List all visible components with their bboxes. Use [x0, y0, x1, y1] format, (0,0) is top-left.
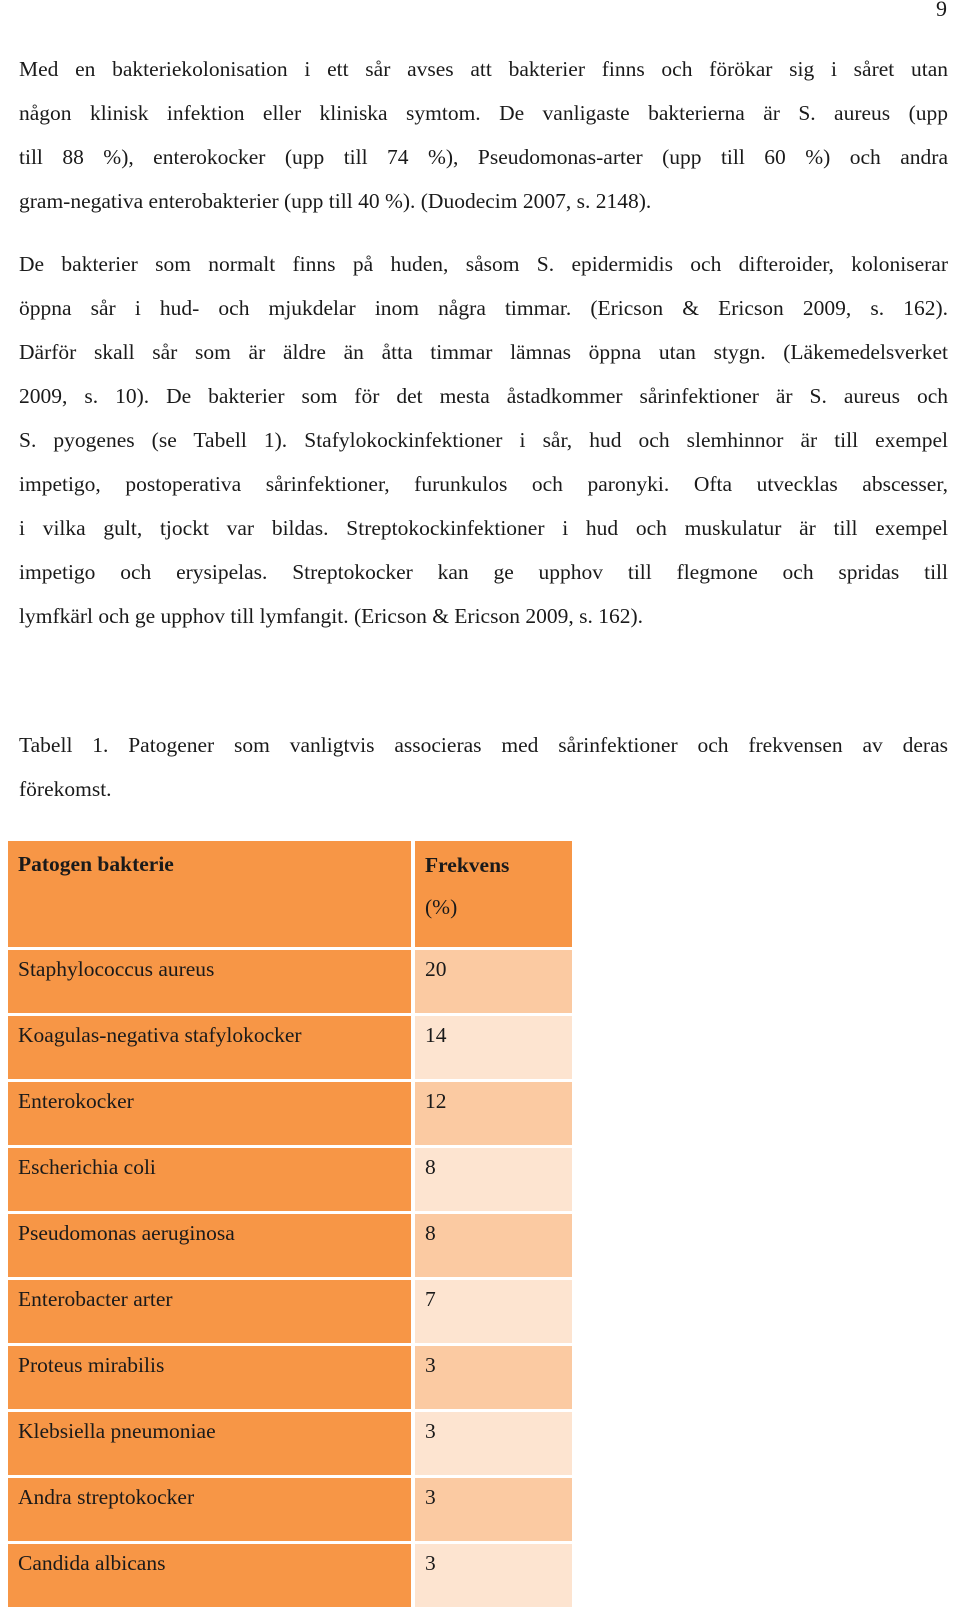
table-row — [8, 1016, 572, 1079]
table-row — [8, 1148, 572, 1211]
text-line: S. pyogenes (se Tabell 1). Stafylokockinfektioner i sår, hud och slemhinnor är till exempel — [19, 428, 948, 452]
header-pathogen: Patogen bakterie — [8, 841, 415, 947]
pathogen-name: Escherichia coli — [8, 1148, 415, 1211]
table-row — [8, 1412, 572, 1475]
pathogen-name: Candida albicans — [8, 1544, 415, 1607]
text-line: 2009, s. 10). De bakterier som för det mesta åstadkommer sårinfektioner är S. aureus och — [19, 384, 948, 408]
pathogen-name: Staphylococcus aureus — [8, 950, 415, 1013]
text-line: De bakterier som normalt finns på huden, såsom S. epidermidis och difteroider, koloniserar — [19, 252, 948, 276]
pathogen-frequency: 3 — [415, 1478, 572, 1541]
header-frequency — [415, 841, 572, 947]
text-line: Med en bakteriekolonisation i ett sår avses att bakterier finns och förökar sig i såret utan — [19, 57, 948, 81]
pathogen-frequency-table — [8, 838, 572, 1610]
table-row — [8, 1214, 572, 1277]
pathogen-frequency: 3 — [415, 1544, 572, 1607]
pathogen-name: Andra streptokocker — [8, 1478, 415, 1541]
table-row — [8, 950, 572, 1013]
pathogen-name: Koagulas-negativa stafylokocker — [8, 1016, 415, 1079]
caption-line: förekomst. — [19, 777, 112, 801]
pathogen-name: Proteus mirabilis — [8, 1346, 415, 1409]
pathogen-frequency: 12 — [415, 1082, 572, 1145]
text-line: impetigo och erysipelas. Streptokocker kan ge upphov till flegmone och spridas till — [19, 560, 948, 584]
pathogen-frequency: 14 — [415, 1016, 572, 1079]
pathogen-frequency: 7 — [415, 1280, 572, 1343]
table-row — [8, 1280, 572, 1343]
text-line: Därför skall sår som är äldre än åtta timmar lämnas öppna utan stygn. (Läkemedelsverket — [19, 340, 948, 364]
caption-line: Tabell 1. Patogener som vanligtvis associeras med sårinfektioner och frekvensen av deras — [19, 733, 948, 757]
text-line: gram-negativa enterobakterier (upp till 40 %). (Duodecim 2007, s. 2148). — [19, 189, 652, 213]
table-header-row — [8, 841, 572, 947]
pathogen-frequency: 8 — [415, 1214, 572, 1277]
table-row — [8, 1346, 572, 1409]
text-line: impetigo, postoperativa sårinfektioner, furunkulos och paronyki. Ofta utvecklas abscesser, — [19, 472, 948, 496]
pathogen-frequency: 20 — [415, 950, 572, 1013]
header-frequency-label: Frekvens — [425, 853, 510, 877]
pathogen-name: Enterokocker — [8, 1082, 415, 1145]
text-line: i vilka gult, tjockt var bildas. Streptokockinfektioner i hud och muskulatur är till exempel — [19, 516, 948, 540]
pathogen-frequency: 8 — [415, 1148, 572, 1211]
table-row — [8, 1544, 572, 1607]
pathogen-name: Klebsiella pneumoniae — [8, 1412, 415, 1475]
text-line: någon klinisk infektion eller kliniska symtom. De vanligaste bakterierna är S. aureus (upp — [19, 101, 948, 125]
text-line: lymfkärl och ge upphov till lymfangit. (Ericson & Ericson 2009, s. 162). — [19, 604, 643, 628]
paragraph-skin-bacteria — [19, 242, 948, 638]
text-line: öppna sår i hud- och mjukdelar inom några timmar. (Ericson & Ericson 2009, s. 162). — [19, 296, 948, 320]
table-row — [8, 1082, 572, 1145]
pathogen-frequency: 3 — [415, 1346, 572, 1409]
pathogen-frequency: 3 — [415, 1412, 572, 1475]
text-line: till 88 %), enterokocker (upp till 74 %), Pseudomonas-arter (upp till 60 %) och andra — [19, 145, 948, 169]
page-number: 9 — [936, 0, 947, 21]
table-caption — [19, 723, 948, 811]
pathogen-name: Enterobacter arter — [8, 1280, 415, 1343]
pathogen-name: Pseudomonas aeruginosa — [8, 1214, 415, 1277]
paragraph-colonisation — [19, 47, 948, 223]
table-row — [8, 1478, 572, 1541]
header-frequency-unit: (%) — [425, 895, 458, 919]
